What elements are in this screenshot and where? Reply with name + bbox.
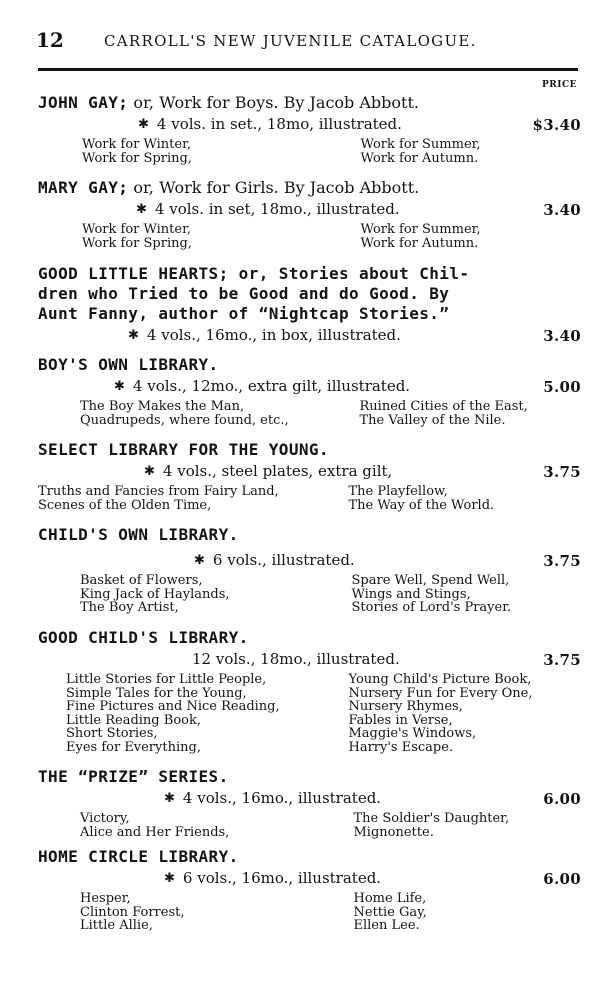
catalogue-entry-good-little-hearts	[38, 264, 583, 347]
volume-title: Harry's Escape.	[348, 739, 454, 755]
volume-title: The Valley of the Nile.	[359, 412, 506, 428]
asterisk-icon: ✱	[136, 202, 147, 217]
volume-title: Work for Autumn.	[360, 235, 479, 251]
page-header	[36, 28, 573, 50]
asterisk-icon: ✱	[128, 328, 139, 343]
volume-title: Ruined Cities of the East,	[359, 399, 528, 414]
volume-title: Ellen Lee.	[353, 918, 420, 933]
entry-price: $3.40	[532, 116, 581, 134]
volume-title: Simple Tales for the Young,	[66, 685, 247, 701]
catalogue-entry-boys-own-library	[38, 355, 583, 427]
volume-title: Basket of Flowers,	[80, 573, 203, 588]
entry-detail: ✱ 4 vols., 16mo., illustrated. 6.00	[164, 789, 581, 808]
catalogue-entry-good-childs-library	[38, 628, 583, 754]
header-rule	[38, 68, 578, 71]
entry-volumes	[38, 892, 583, 933]
volume-title: The Boy Makes the Man,	[80, 399, 245, 414]
entry-volumes	[38, 574, 583, 615]
asterisk-icon: ✱	[144, 464, 155, 479]
entry-title: JOHN GAY; or, Work for Boys. By Jacob Abbott.	[38, 93, 419, 112]
entry-detail: ✱ 6 vols., 16mo., illustrated. 6.00	[164, 869, 581, 888]
entry-price: 6.00	[543, 790, 581, 808]
entry-price: 3.75	[543, 463, 581, 481]
entry-title-line: Aunt Fanny, author of “Nightcap Stories.”	[38, 304, 450, 323]
entry-title-line: dren who Tried to be Good and do Good. By	[38, 284, 450, 303]
entry-detail: ✱ 4 vols., 12mo., extra gilt, illustrated. 5.00	[114, 377, 581, 396]
entry-title: THE “PRIZE” SERIES.	[38, 767, 229, 786]
entry-volumes	[38, 223, 583, 250]
volume-title: Nursery Fun for Every One,	[348, 685, 533, 701]
entry-title: MARY GAY; or, Work for Girls. By Jacob Abbott.	[38, 178, 420, 197]
page-number: 12	[36, 28, 64, 52]
catalogue-entry-childs-own-library	[38, 525, 583, 615]
entry-title: GOOD CHILD'S LIBRARY.	[38, 628, 249, 647]
volume-title: Nursery Rhymes,	[348, 699, 463, 714]
catalogue-entry-home-circle-library	[38, 847, 583, 933]
asterisk-icon: ✱	[194, 553, 205, 568]
volume-title: Mignonette.	[353, 824, 434, 840]
entry-volumes	[38, 485, 583, 512]
entry-detail: ✱ 4 vols. in set, 18mo., illustrated. 3.40	[136, 200, 581, 219]
volume-title: Stories of Lord's Prayer.	[351, 600, 512, 615]
volume-title: King Jack of Haylands,	[80, 586, 230, 602]
volume-title: Young Child's Picture Book,	[348, 672, 532, 687]
catalogue-entry-john-gay	[38, 93, 583, 165]
volume-title: Nettie Gay,	[353, 904, 427, 920]
entry-volumes	[38, 812, 583, 839]
volume-title: Hesper,	[80, 891, 131, 906]
entry-detail: ✱ 4 vols. in set., 18mo, illustrated. $3.40	[138, 115, 581, 134]
entry-volumes	[38, 138, 583, 165]
entry-detail: 12 vols., 18mo., illustrated. 3.75	[192, 650, 581, 669]
entry-price: 3.40	[543, 327, 581, 345]
price-column-label: PRICE	[542, 80, 577, 90]
entry-title: CHILD'S OWN LIBRARY.	[38, 525, 239, 544]
volume-title: Fables in Verse,	[348, 712, 453, 728]
volume-title: Work for Winter,	[82, 222, 192, 237]
volume-title: Work for Spring,	[82, 235, 192, 251]
running-title: CARROLL'S NEW JUVENILE CATALOGUE.	[104, 32, 477, 50]
volume-title: Little Reading Book,	[66, 712, 201, 728]
entry-title: BOY'S OWN LIBRARY.	[38, 355, 219, 374]
volume-title: The Playfellow,	[348, 484, 448, 499]
entry-price: 5.00	[543, 378, 581, 396]
volume-title: Maggie's Windows,	[348, 726, 477, 741]
volume-title: Spare Well, Spend Well,	[351, 573, 510, 588]
volume-title: Fine Pictures and Nice Reading,	[66, 699, 280, 714]
volume-title: Work for Spring,	[82, 150, 192, 166]
volume-title: Work for Summer,	[360, 222, 481, 237]
entry-detail: ✱ 4 vols., 16mo., in box, illustrated. 3.40	[128, 326, 581, 345]
asterisk-icon: ✱	[138, 117, 149, 132]
volume-title: Work for Summer,	[360, 137, 481, 152]
entry-volumes	[38, 673, 583, 754]
volume-title: Little Stories for Little People,	[66, 672, 267, 687]
volume-title: Quadrupeds, where found, etc.,	[80, 412, 289, 428]
entry-detail: ✱ 6 vols., illustrated. 3.75	[194, 551, 581, 570]
entry-volumes	[38, 400, 583, 427]
volume-title: Eyes for Everything,	[66, 739, 201, 755]
entry-title	[38, 264, 583, 324]
entry-title: SELECT LIBRARY FOR THE YOUNG.	[38, 440, 329, 459]
volume-title: Clinton Forrest,	[80, 904, 185, 920]
volume-title: Victory,	[80, 811, 130, 826]
volume-title: Short Stories,	[66, 726, 158, 741]
entry-price: 3.40	[543, 201, 581, 219]
entry-price: 3.75	[543, 552, 581, 570]
asterisk-icon: ✱	[164, 791, 175, 806]
catalogue-entry-prize-series	[38, 767, 583, 839]
volume-title: The Way of the World.	[348, 497, 495, 513]
entry-title: HOME CIRCLE LIBRARY.	[38, 847, 239, 866]
volume-title: Alice and Her Friends,	[80, 824, 230, 840]
volume-title: Work for Autumn.	[360, 150, 479, 166]
catalogue-entry-select-library	[38, 440, 583, 512]
volume-title: Wings and Stings,	[351, 586, 471, 602]
entry-title-line: GOOD LITTLE HEARTS; or, Stories about Chil-	[38, 264, 470, 283]
entry-price: 6.00	[543, 870, 581, 888]
entry-price: 3.75	[543, 651, 581, 669]
entry-detail: ✱ 4 vols., steel plates, extra gilt, 3.75	[144, 462, 581, 481]
volume-title: Work for Winter,	[82, 137, 192, 152]
volume-title: The Boy Artist,	[80, 600, 179, 615]
volume-title: The Soldier's Daughter,	[353, 811, 510, 826]
volume-title: Scenes of the Olden Time,	[38, 497, 212, 513]
volume-title: Truths and Fancies from Fairy Land,	[38, 484, 279, 499]
asterisk-icon: ✱	[164, 871, 175, 886]
asterisk-icon: ✱	[114, 379, 125, 394]
catalogue-entry-mary-gay	[38, 178, 583, 250]
volume-title: Little Allie,	[80, 918, 153, 933]
volume-title: Home Life,	[353, 891, 427, 906]
